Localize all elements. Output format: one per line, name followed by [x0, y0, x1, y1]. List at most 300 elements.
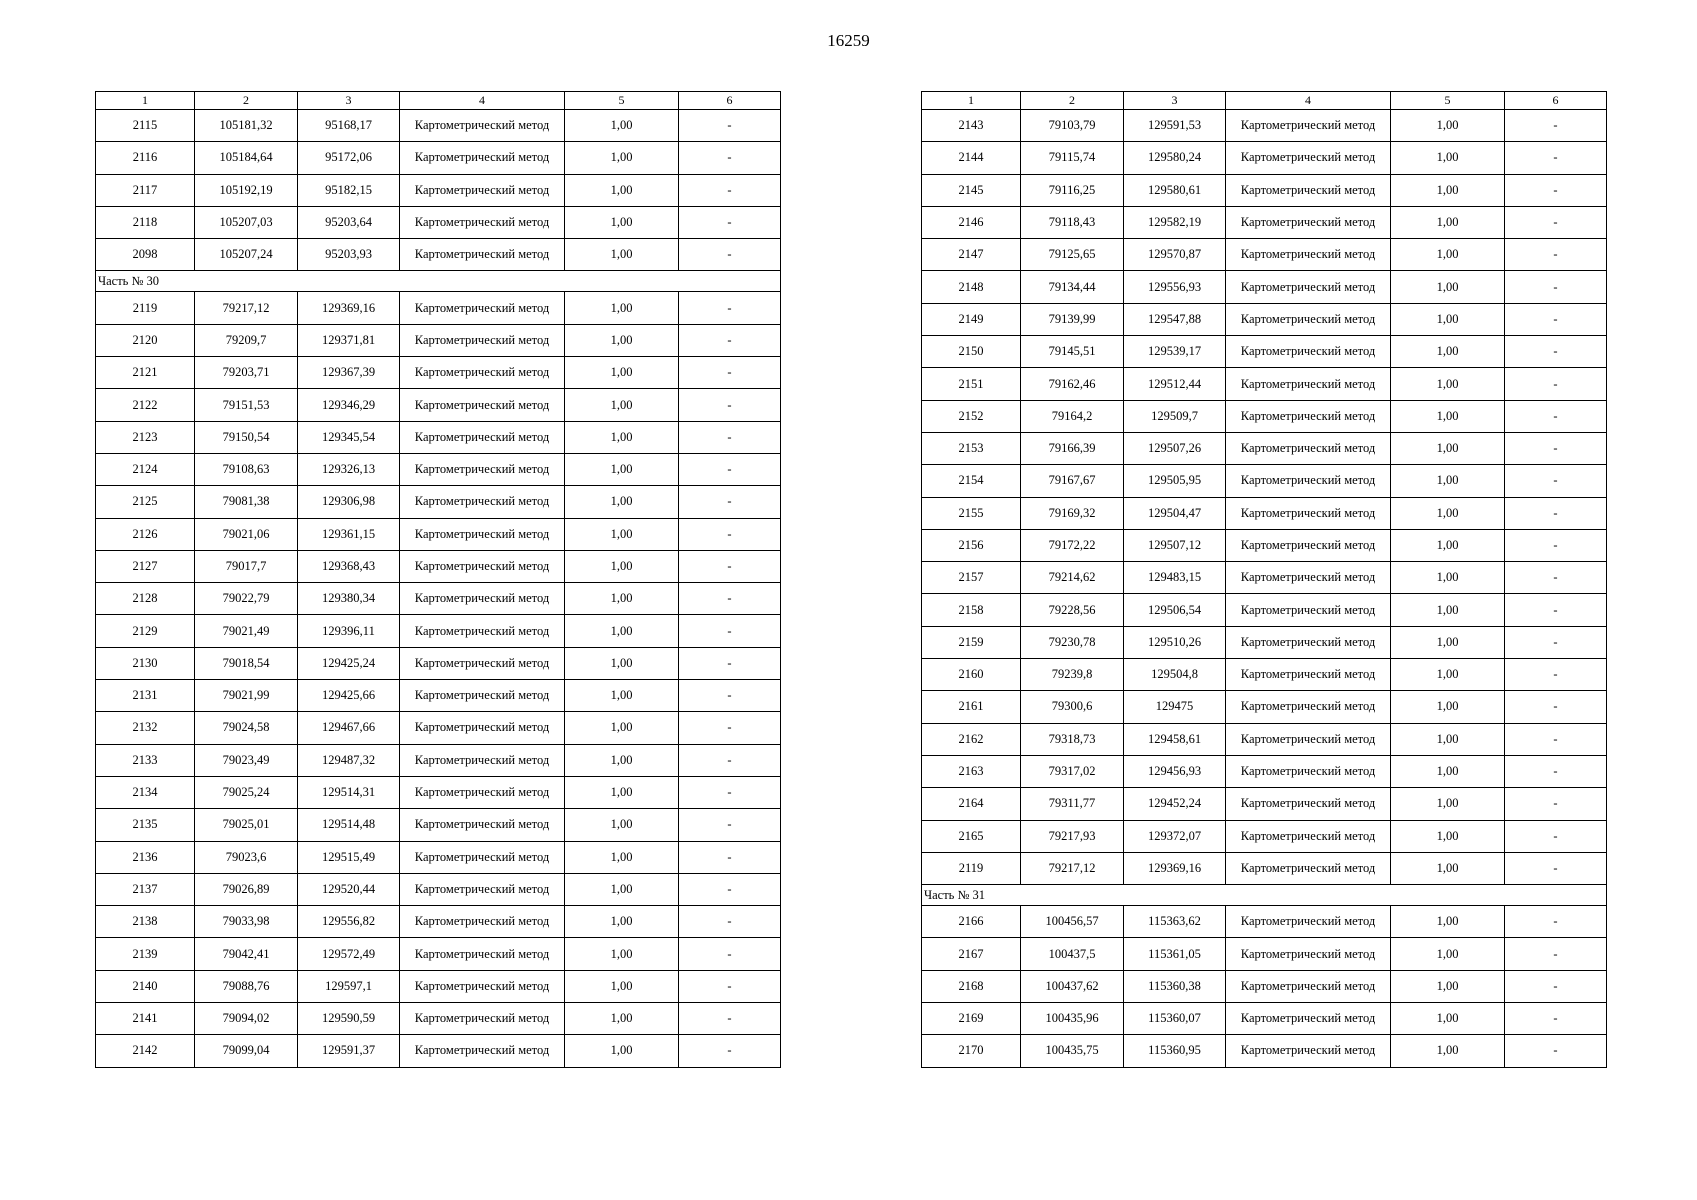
table-cell: 115360,07: [1124, 1003, 1226, 1035]
table-cell: 2156: [922, 529, 1021, 561]
table-row: [96, 389, 781, 421]
table-cell: -: [1505, 691, 1607, 723]
table-cell: -: [679, 206, 781, 238]
table-cell: -: [679, 239, 781, 271]
table-cell: -: [1505, 562, 1607, 594]
table-cell: 100437,5: [1021, 938, 1124, 970]
table-cell: Картометрический метод: [1226, 594, 1391, 626]
table-cell: 2132: [96, 712, 195, 744]
table-cell: 79162,46: [1021, 368, 1124, 400]
table-cell: -: [1505, 659, 1607, 691]
table-cell: -: [1505, 174, 1607, 206]
table-cell: 2163: [922, 755, 1021, 787]
table-cell: 2140: [96, 970, 195, 1002]
table-cell: 2150: [922, 336, 1021, 368]
table-cell: 79021,06: [195, 518, 298, 550]
table-cell: -: [1505, 336, 1607, 368]
table-cell: -: [1505, 1035, 1607, 1067]
table-cell: 129345,54: [298, 421, 400, 453]
table-cell: 2129: [96, 615, 195, 647]
table-row: [922, 271, 1607, 303]
table-cell: 2144: [922, 142, 1021, 174]
table-cell: 79217,12: [195, 292, 298, 324]
table-cell: 2125: [96, 486, 195, 518]
table-row: [922, 206, 1607, 238]
table-cell: 105207,24: [195, 239, 298, 271]
table-row: [922, 691, 1607, 723]
table-cell: -: [1505, 820, 1607, 852]
table-cell: 2162: [922, 723, 1021, 755]
table-cell: 79094,02: [195, 1003, 298, 1035]
table-cell: 2117: [96, 174, 195, 206]
table-cell: 129326,13: [298, 453, 400, 485]
table-cell: Картометрический метод: [400, 1035, 565, 1067]
table-cell: 79214,62: [1021, 562, 1124, 594]
table-cell: Картометрический метод: [1226, 1035, 1391, 1067]
table-cell: 79023,6: [195, 841, 298, 873]
table-cell: 129396,11: [298, 615, 400, 647]
table-cell: 115360,95: [1124, 1035, 1226, 1067]
table-cell: 1,00: [565, 970, 679, 1002]
section-row: [922, 885, 1607, 906]
table-row: [922, 659, 1607, 691]
table-cell: 2141: [96, 1003, 195, 1035]
table-cell: 129369,16: [298, 292, 400, 324]
table-row: [96, 357, 781, 389]
table-cell: 1,00: [565, 357, 679, 389]
table-cell: Картометрический метод: [400, 110, 565, 142]
table-cell: Картометрический метод: [1226, 820, 1391, 852]
table-cell: 2164: [922, 788, 1021, 820]
table-cell: 2165: [922, 820, 1021, 852]
table-cell: 79021,49: [195, 615, 298, 647]
table-cell: 79166,39: [1021, 432, 1124, 464]
table-cell: 1,00: [1391, 239, 1505, 271]
table-cell: -: [1505, 465, 1607, 497]
table-cell: -: [1505, 906, 1607, 938]
table-cell: Картометрический метод: [1226, 906, 1391, 938]
table-row: [922, 529, 1607, 561]
table-cell: Картометрический метод: [400, 1003, 565, 1035]
table-cell: Картометрический метод: [1226, 303, 1391, 335]
table-row: [922, 626, 1607, 658]
table-cell: 129425,24: [298, 647, 400, 679]
table-cell: -: [679, 906, 781, 938]
table-cell: Картометрический метод: [1226, 626, 1391, 658]
table-cell: 1,00: [565, 453, 679, 485]
table-cell: -: [679, 1003, 781, 1035]
table-cell: 100456,57: [1021, 906, 1124, 938]
table-cell: 79145,51: [1021, 336, 1124, 368]
table-cell: 129505,95: [1124, 465, 1226, 497]
table-cell: -: [1505, 432, 1607, 464]
table-cell: Картометрический метод: [1226, 852, 1391, 884]
table-cell: 79311,77: [1021, 788, 1124, 820]
table-cell: -: [1505, 239, 1607, 271]
table-cell: 79318,73: [1021, 723, 1124, 755]
table-cell: 129539,17: [1124, 336, 1226, 368]
table-cell: 79042,41: [195, 938, 298, 970]
table-cell: 79017,7: [195, 550, 298, 582]
table-cell: Картометрический метод: [400, 206, 565, 238]
table-cell: 129582,19: [1124, 206, 1226, 238]
table-cell: 129475: [1124, 691, 1226, 723]
table-cell: 1,00: [565, 421, 679, 453]
table-cell: 79099,04: [195, 1035, 298, 1067]
table-cell: Картометрический метод: [1226, 755, 1391, 787]
table-cell: Картометрический метод: [400, 486, 565, 518]
table-row: [96, 938, 781, 970]
table-cell: 95203,93: [298, 239, 400, 271]
table-cell: Картометрический метод: [400, 680, 565, 712]
table-cell: 1,00: [1391, 1003, 1505, 1035]
table-cell: -: [679, 873, 781, 905]
table-cell: 1,00: [565, 712, 679, 744]
table-cell: Картометрический метод: [400, 239, 565, 271]
table-cell: 1,00: [1391, 626, 1505, 658]
table-cell: Картометрический метод: [400, 550, 565, 582]
column-header: 2: [1021, 92, 1124, 110]
table-cell: 129591,37: [298, 1035, 400, 1067]
table-cell: 129512,44: [1124, 368, 1226, 400]
table-cell: 79125,65: [1021, 239, 1124, 271]
table-row: [96, 680, 781, 712]
table-cell: -: [679, 1035, 781, 1067]
table-cell: 79134,44: [1021, 271, 1124, 303]
table-row: [922, 465, 1607, 497]
table-cell: -: [679, 615, 781, 647]
table-cell: Картометрический метод: [400, 421, 565, 453]
table-cell: 129306,98: [298, 486, 400, 518]
table-cell: -: [679, 110, 781, 142]
table-cell: 129572,49: [298, 938, 400, 970]
table-cell: 2118: [96, 206, 195, 238]
table-cell: 79118,43: [1021, 206, 1124, 238]
table-cell: -: [679, 680, 781, 712]
table-cell: -: [679, 970, 781, 1002]
table-cell: 2138: [96, 906, 195, 938]
table-row: [922, 239, 1607, 271]
table-cell: 2130: [96, 647, 195, 679]
table-cell: 129506,54: [1124, 594, 1226, 626]
table-cell: 2119: [96, 292, 195, 324]
table-row: [96, 206, 781, 238]
table-cell: 2131: [96, 680, 195, 712]
table-cell: -: [1505, 497, 1607, 529]
table-cell: Картометрический метод: [1226, 142, 1391, 174]
table-cell: 129520,44: [298, 873, 400, 905]
table-cell: 1,00: [565, 680, 679, 712]
table-cell: Картометрический метод: [400, 389, 565, 421]
table-cell: Картометрический метод: [1226, 529, 1391, 561]
table-row: [96, 174, 781, 206]
table-row: [922, 938, 1607, 970]
table-cell: 1,00: [565, 206, 679, 238]
table-cell: -: [679, 550, 781, 582]
table-row: [96, 744, 781, 776]
table-cell: 1,00: [565, 938, 679, 970]
table-cell: 2121: [96, 357, 195, 389]
table-cell: 129380,34: [298, 583, 400, 615]
table-cell: -: [1505, 271, 1607, 303]
table-cell: 129483,15: [1124, 562, 1226, 594]
table-cell: 1,00: [565, 518, 679, 550]
table-cell: -: [679, 712, 781, 744]
table-cell: Картометрический метод: [400, 324, 565, 356]
table-cell: 79025,24: [195, 776, 298, 808]
table-cell: 115361,05: [1124, 938, 1226, 970]
table-cell: 79300,6: [1021, 691, 1124, 723]
table-cell: 95203,64: [298, 206, 400, 238]
table-row: [922, 562, 1607, 594]
table-cell: 79081,38: [195, 486, 298, 518]
table-cell: 2159: [922, 626, 1021, 658]
table-cell: 79025,01: [195, 809, 298, 841]
table-cell: Картометрический метод: [1226, 336, 1391, 368]
table-cell: -: [679, 809, 781, 841]
table-cell: 2158: [922, 594, 1021, 626]
table-cell: 2157: [922, 562, 1021, 594]
table-cell: Картометрический метод: [1226, 1003, 1391, 1035]
table-row: [96, 712, 781, 744]
table-cell: 1,00: [565, 906, 679, 938]
table-cell: 129367,39: [298, 357, 400, 389]
table-cell: -: [679, 647, 781, 679]
table-cell: 1,00: [565, 174, 679, 206]
table-row: [96, 239, 781, 271]
table-cell: 2146: [922, 206, 1021, 238]
table-cell: 1,00: [565, 583, 679, 615]
table-cell: 2137: [96, 873, 195, 905]
table-cell: 1,00: [1391, 852, 1505, 884]
table-cell: 1,00: [1391, 755, 1505, 787]
table-cell: 129507,26: [1124, 432, 1226, 464]
table-row: [96, 970, 781, 1002]
table-cell: 129556,82: [298, 906, 400, 938]
table-cell: -: [679, 518, 781, 550]
column-header: 1: [96, 92, 195, 110]
column-header: 5: [1391, 92, 1505, 110]
table-cell: Картометрический метод: [1226, 938, 1391, 970]
table-cell: Картометрический метод: [400, 647, 565, 679]
table-cell: 95182,15: [298, 174, 400, 206]
table-cell: Картометрический метод: [1226, 110, 1391, 142]
table-cell: 129510,26: [1124, 626, 1226, 658]
table-cell: -: [679, 744, 781, 776]
table-cell: Картометрический метод: [1226, 465, 1391, 497]
table-cell: 129507,12: [1124, 529, 1226, 561]
table-cell: Картометрический метод: [400, 906, 565, 938]
table-cell: -: [679, 142, 781, 174]
table-row: [96, 647, 781, 679]
table-cell: 105184,64: [195, 142, 298, 174]
table-cell: -: [1505, 142, 1607, 174]
table-row: [96, 142, 781, 174]
table-cell: 129570,87: [1124, 239, 1226, 271]
table-cell: 2115: [96, 110, 195, 142]
table-row: [922, 1035, 1607, 1067]
table-cell: -: [679, 583, 781, 615]
column-header: 1: [922, 92, 1021, 110]
table-cell: Картометрический метод: [400, 292, 565, 324]
table-row: [96, 1003, 781, 1035]
table-cell: 129504,8: [1124, 659, 1226, 691]
table-cell: -: [1505, 594, 1607, 626]
table-cell: 79209,7: [195, 324, 298, 356]
table-cell: -: [679, 324, 781, 356]
table-cell: 2168: [922, 970, 1021, 1002]
table-cell: 1,00: [1391, 400, 1505, 432]
table-cell: -: [1505, 788, 1607, 820]
table-cell: 1,00: [1391, 368, 1505, 400]
table-cell: 1,00: [1391, 659, 1505, 691]
table-cell: 100437,62: [1021, 970, 1124, 1002]
table-cell: 79203,71: [195, 357, 298, 389]
table-cell: 129456,93: [1124, 755, 1226, 787]
table-cell: 2166: [922, 906, 1021, 938]
table-cell: 79022,79: [195, 583, 298, 615]
table-row: [922, 788, 1607, 820]
table-cell: 129509,7: [1124, 400, 1226, 432]
table-cell: Картометрический метод: [1226, 788, 1391, 820]
table-cell: Картометрический метод: [1226, 271, 1391, 303]
table-cell: 1,00: [565, 1035, 679, 1067]
table-cell: 79026,89: [195, 873, 298, 905]
table-cell: 95172,06: [298, 142, 400, 174]
table-cell: Картометрический метод: [400, 938, 565, 970]
table-cell: 79217,93: [1021, 820, 1124, 852]
table-cell: -: [679, 292, 781, 324]
table-cell: 79023,49: [195, 744, 298, 776]
table-header-row: [922, 92, 1607, 110]
table-cell: 1,00: [565, 239, 679, 271]
table-cell: -: [1505, 723, 1607, 755]
table-cell: 2151: [922, 368, 1021, 400]
table-row: [922, 906, 1607, 938]
table-cell: 1,00: [1391, 562, 1505, 594]
table-cell: Картометрический метод: [1226, 691, 1391, 723]
table-cell: 2134: [96, 776, 195, 808]
table-cell: 79033,98: [195, 906, 298, 938]
table-cell: 129591,53: [1124, 110, 1226, 142]
table-row: [96, 453, 781, 485]
table-cell: 1,00: [1391, 303, 1505, 335]
table-row: [96, 292, 781, 324]
table-cell: 129580,24: [1124, 142, 1226, 174]
table-cell: 79021,99: [195, 680, 298, 712]
table-cell: 2128: [96, 583, 195, 615]
table-cell: 105181,32: [195, 110, 298, 142]
table-cell: 115360,38: [1124, 970, 1226, 1002]
table-row: [96, 906, 781, 938]
column-header: 6: [1505, 92, 1607, 110]
column-header: 6: [679, 92, 781, 110]
table-cell: 1,00: [565, 550, 679, 582]
table-cell: 1,00: [1391, 174, 1505, 206]
table-cell: Картометрический метод: [400, 970, 565, 1002]
table-cell: -: [679, 421, 781, 453]
table-cell: 95168,17: [298, 110, 400, 142]
table-cell: 79317,02: [1021, 755, 1124, 787]
table-row: [922, 820, 1607, 852]
table-cell: 1,00: [1391, 594, 1505, 626]
table-cell: Картометрический метод: [1226, 432, 1391, 464]
table-cell: 1,00: [565, 647, 679, 679]
table-cell: 79228,56: [1021, 594, 1124, 626]
table-cell: 1,00: [1391, 820, 1505, 852]
table-cell: Картометрический метод: [400, 841, 565, 873]
table-cell: 100435,96: [1021, 1003, 1124, 1035]
table-row: [96, 421, 781, 453]
table-cell: 2127: [96, 550, 195, 582]
table-cell: 1,00: [1391, 938, 1505, 970]
table-cell: -: [679, 174, 781, 206]
table-row: [96, 776, 781, 808]
table-cell: 2135: [96, 809, 195, 841]
table-cell: 129504,47: [1124, 497, 1226, 529]
table-cell: Картометрический метод: [1226, 368, 1391, 400]
table-row: [922, 303, 1607, 335]
table-cell: 1,00: [1391, 497, 1505, 529]
table-cell: 1,00: [565, 873, 679, 905]
table-cell: 1,00: [565, 744, 679, 776]
table-cell: 79088,76: [195, 970, 298, 1002]
table-cell: 1,00: [1391, 271, 1505, 303]
table-cell: 1,00: [1391, 336, 1505, 368]
table-cell: 2124: [96, 453, 195, 485]
table-cell: Картометрический метод: [1226, 970, 1391, 1002]
table-row: [96, 110, 781, 142]
table-cell: Картометрический метод: [400, 873, 565, 905]
table-row: [96, 550, 781, 582]
column-header: 2: [195, 92, 298, 110]
table-cell: 2142: [96, 1035, 195, 1067]
table-cell: 2133: [96, 744, 195, 776]
table-cell: 1,00: [565, 142, 679, 174]
table-row: [922, 142, 1607, 174]
table-cell: 2120: [96, 324, 195, 356]
table-cell: 1,00: [565, 110, 679, 142]
table-cell: 1,00: [1391, 529, 1505, 561]
table-cell: 79108,63: [195, 453, 298, 485]
table-cell: 129372,07: [1124, 820, 1226, 852]
table-row: [96, 615, 781, 647]
table-cell: 2155: [922, 497, 1021, 529]
table-cell: Картометрический метод: [1226, 400, 1391, 432]
table-cell: 129425,66: [298, 680, 400, 712]
table-cell: 2123: [96, 421, 195, 453]
table-cell: 129368,43: [298, 550, 400, 582]
table-row: [922, 110, 1607, 142]
table-cell: Картометрический метод: [400, 712, 565, 744]
table-cell: 1,00: [1391, 142, 1505, 174]
table-cell: 79151,53: [195, 389, 298, 421]
section-row: [96, 271, 781, 292]
section-label: Часть № 31: [922, 885, 1607, 906]
table-cell: 2148: [922, 271, 1021, 303]
table-cell: 79217,12: [1021, 852, 1124, 884]
table-cell: 79139,99: [1021, 303, 1124, 335]
table-row: [96, 873, 781, 905]
table-row: [922, 497, 1607, 529]
table-cell: 79116,25: [1021, 174, 1124, 206]
table-cell: 1,00: [565, 324, 679, 356]
column-header: 4: [400, 92, 565, 110]
table-cell: Картометрический метод: [1226, 723, 1391, 755]
table-cell: 100435,75: [1021, 1035, 1124, 1067]
table-cell: -: [679, 938, 781, 970]
table-cell: 79239,8: [1021, 659, 1124, 691]
